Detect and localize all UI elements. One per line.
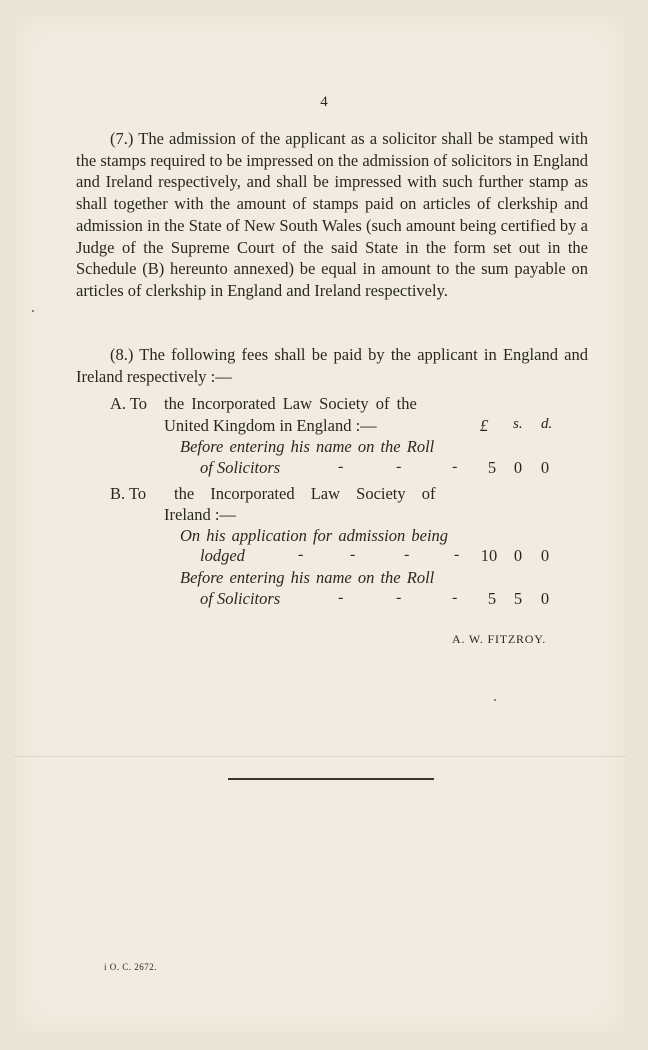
leader-dash: -: [338, 458, 344, 475]
fee-a-item1-shillings: 0: [513, 458, 523, 477]
fee-a-item1-pence: 0: [540, 458, 550, 477]
ink-speck: [32, 310, 34, 312]
fee-b-item2-shillings: 5: [513, 589, 523, 608]
paragraph-7-number: (7.): [110, 129, 134, 148]
pence-header: d.: [541, 416, 553, 432]
paragraph-8-number: (8.): [110, 345, 134, 364]
shillings-header: s.: [513, 416, 523, 432]
footer-reference: i O. C. 2672.: [104, 962, 158, 972]
fee-a-item1-pounds: 5: [487, 458, 497, 477]
fee-b-item1-line2: lodged: [200, 546, 245, 565]
pounds-header: £: [480, 416, 489, 435]
fee-a-line1: the Incorporated Law Society of the: [164, 394, 417, 413]
fee-a-line2: United Kingdom in England :—: [164, 416, 377, 435]
leader-dash: -: [338, 589, 344, 606]
paragraph-7-text: The admission of the applicant as a solicitor shall be stamped with the stamps required to be impressed on the admission of solicitors in England and Ireland respectively, and shall be impressed with such further stamp as shall together with the amount of stamps paid on articles of clerkship and admission in the State of New South Wales (such amount being certified by a Judge of the Supreme Court of the said State in the form set out in the Schedule (B) hereunto annexed) be equal in amount to the sum payable on articles of clerkship in England and Ireland respectively.: [76, 129, 589, 300]
fee-b-item2-line1: Before entering his name on the Roll: [180, 568, 435, 587]
fee-b-item2-pounds: 5: [487, 589, 497, 608]
paragraph-8: [76, 344, 588, 387]
closing-rule: [228, 778, 434, 780]
page-number: 4: [320, 94, 328, 110]
leader-dash: -: [454, 546, 460, 563]
paragraph-7: [76, 128, 588, 302]
fee-a-item1-line1: Before entering his name on the Roll: [180, 437, 435, 456]
fee-b-item1-pounds: 10: [480, 546, 498, 565]
leader-dash: -: [452, 589, 458, 606]
fee-b-item1-line1: On his application for admission being: [180, 526, 449, 545]
fee-b-label: B. To: [110, 484, 147, 503]
leader-dash: -: [396, 458, 402, 475]
fee-b-line1: the Incorporated Law Society of: [174, 484, 436, 503]
fee-b-item2-line2: of Solicitors: [200, 589, 281, 608]
leader-dash: -: [452, 458, 458, 475]
paragraph-8-text: The following fees shall be paid by the applicant in England and Ireland respectively :—: [76, 345, 588, 386]
fee-a-label: A. To: [110, 394, 148, 413]
fee-b-line2: Ireland :—: [164, 505, 236, 524]
paper-fold: [14, 756, 626, 757]
signature: A. W. FITZROY.: [452, 632, 546, 646]
fee-b-item1-pence: 0: [540, 546, 550, 565]
leader-dash: -: [396, 589, 402, 606]
fee-b-item1-shillings: 0: [513, 546, 523, 565]
leader-dash: -: [298, 546, 304, 563]
ink-speck: [494, 699, 496, 701]
fee-a-item1-line2: of Solicitors: [200, 458, 281, 477]
leader-dash: -: [404, 546, 410, 563]
fee-b-item2-pence: 0: [540, 589, 550, 608]
leader-dash: -: [350, 546, 356, 563]
